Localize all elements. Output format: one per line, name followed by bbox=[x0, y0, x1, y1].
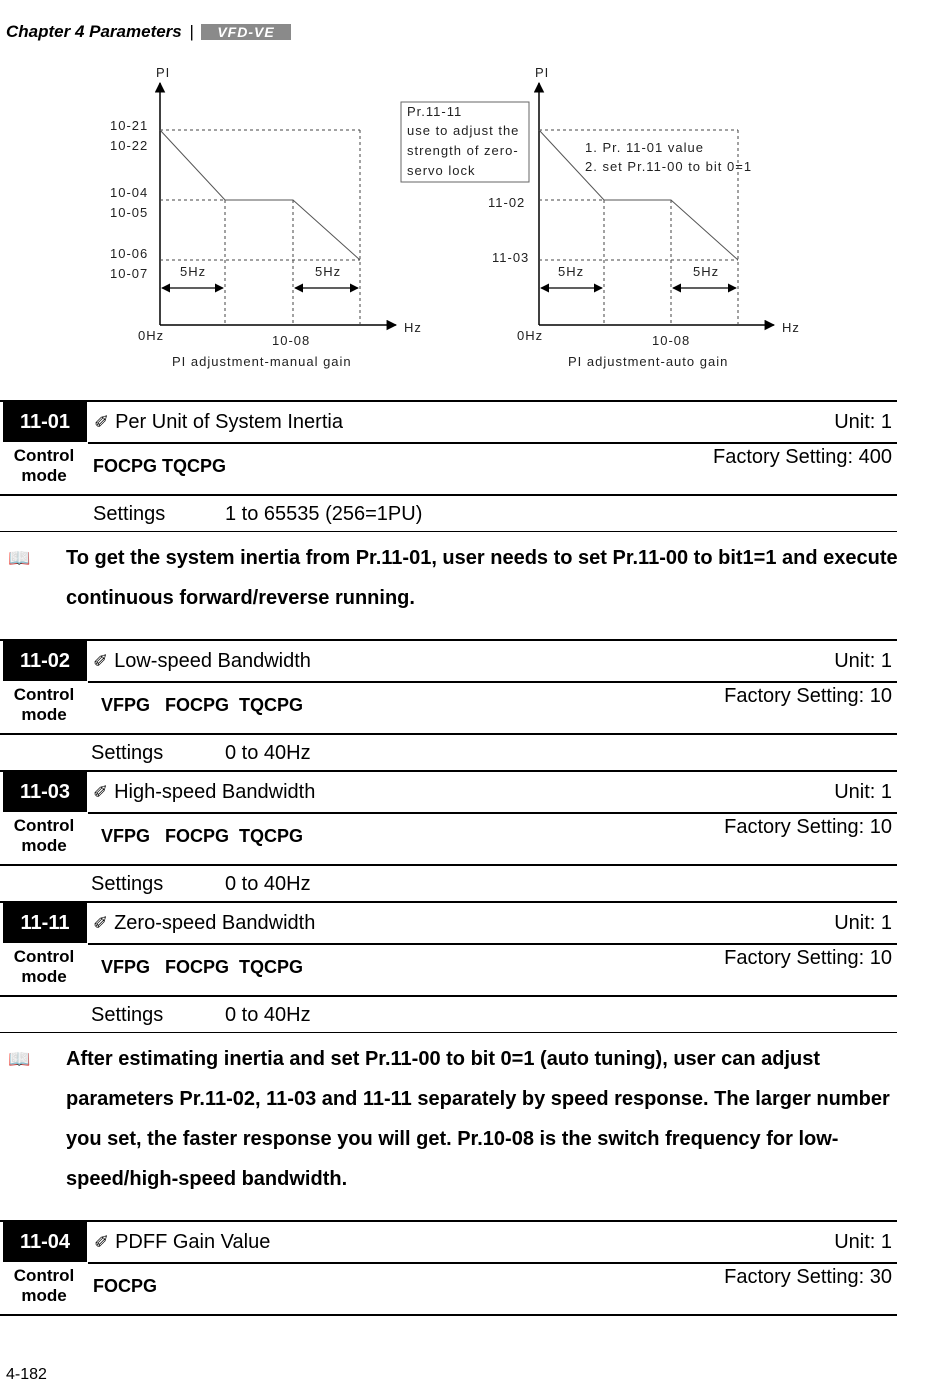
row-divider bbox=[0, 494, 897, 496]
param-name bbox=[93, 903, 315, 943]
settings-value: 0 to 40Hz bbox=[225, 742, 311, 764]
settings-label: Settings bbox=[91, 873, 164, 895]
param-table-11-03 bbox=[0, 770, 897, 902]
right-chart bbox=[401, 65, 800, 369]
param-unit: Unit: 1 bbox=[834, 1231, 892, 1253]
right-x-mark-label: 10-08 bbox=[652, 333, 691, 348]
param-number: 11-03 bbox=[3, 772, 87, 812]
right-y-label: PI bbox=[535, 65, 550, 80]
right-x-label: Hz bbox=[782, 320, 800, 335]
right-note: 1. Pr. 11-01 value bbox=[585, 140, 704, 155]
table-bottom-rule bbox=[0, 1314, 897, 1316]
left-tick-label: 10-22 bbox=[110, 138, 149, 153]
right-tick-label: 11-02 bbox=[488, 195, 526, 210]
chapter-title: Chapter 4 Parameters bbox=[6, 22, 182, 41]
param-number: 11-01 bbox=[3, 402, 87, 442]
row-divider bbox=[0, 733, 897, 735]
pen-icon: ✐ bbox=[93, 651, 109, 671]
left-interval-label: 5Hz bbox=[180, 264, 207, 279]
note-paragraph: To get the system inertia from Pr.11-01, user needs to set Pr.11-00 to bit1=1 and execute continuous forward/reverse running. bbox=[66, 547, 898, 609]
right-tick-label: 11-03 bbox=[492, 250, 530, 265]
right-note: 2. set Pr.11-00 to bit 0=1 bbox=[585, 159, 753, 174]
param-unit: Unit: 1 bbox=[834, 912, 892, 934]
row-divider bbox=[88, 1262, 897, 1264]
table-bottom-rule bbox=[0, 531, 897, 532]
box-line: Pr.11-11 bbox=[407, 104, 463, 119]
pi-adjustment-diagrams bbox=[0, 55, 950, 385]
control-modes: VFPG FOCPG TQCPG bbox=[101, 957, 304, 977]
param-number: 11-02 bbox=[3, 641, 87, 681]
left-gain-curve bbox=[160, 130, 360, 260]
left-y-label: PI bbox=[156, 65, 171, 80]
row-divider bbox=[88, 442, 897, 444]
left-caption: PI adjustment-manual gain bbox=[172, 354, 352, 369]
param-name bbox=[94, 402, 343, 442]
param-name bbox=[93, 641, 311, 681]
left-grid bbox=[160, 130, 360, 325]
row-divider bbox=[0, 995, 897, 997]
left-tick-label: 10-07 bbox=[110, 266, 149, 281]
control-mode-label: Control mode bbox=[13, 816, 75, 855]
book-icon: 📖 bbox=[8, 1049, 31, 1069]
param-name-text: Low-speed Bandwidth bbox=[114, 650, 311, 672]
row-divider bbox=[88, 681, 897, 683]
param-name bbox=[94, 1222, 270, 1262]
row-divider bbox=[88, 943, 897, 945]
table-bottom-rule bbox=[0, 1032, 897, 1033]
row-divider bbox=[88, 812, 897, 814]
control-mode-label: Control mode bbox=[13, 446, 75, 485]
note-paragraph: After estimating inertia and set Pr.11-00 to bit 0=1 (auto tuning), user can adjust parameters Pr.11-02, 11-03 and 11-11 separately by speed response. The larger number you set, the faster response you will get. Pr.10-08 is the switch frequency for low-speed/high-speed bandwidth. bbox=[66, 1048, 890, 1190]
pen-icon: ✐ bbox=[94, 412, 110, 432]
param-name-text: Zero-speed Bandwidth bbox=[114, 912, 316, 934]
left-tick-label: 10-04 bbox=[110, 185, 149, 200]
book-icon: 📖 bbox=[8, 548, 31, 568]
param-table-11-02 bbox=[0, 639, 897, 771]
param-unit: Unit: 1 bbox=[834, 781, 892, 803]
left-interval-label: 5Hz bbox=[315, 264, 342, 279]
left-chart bbox=[110, 65, 422, 369]
control-mode-label: Control mode bbox=[13, 685, 75, 724]
left-tick-label: 10-05 bbox=[110, 205, 149, 220]
settings-label: Settings bbox=[91, 1004, 164, 1026]
settings-value: 0 to 40Hz bbox=[225, 873, 311, 895]
box-line: strength of zero- bbox=[407, 143, 519, 158]
param-name-text: Per Unit of System Inertia bbox=[115, 411, 343, 433]
right-interval-label: 5Hz bbox=[558, 264, 585, 279]
param-number: 11-11 bbox=[3, 903, 87, 943]
settings-value: 0 to 40Hz bbox=[225, 1004, 311, 1026]
pen-icon: ✐ bbox=[94, 1232, 110, 1252]
param-number: 11-04 bbox=[3, 1222, 87, 1262]
factory-setting: Factory Setting: 10 bbox=[724, 685, 892, 707]
param-name bbox=[93, 772, 315, 812]
param-name-text: PDFF Gain Value bbox=[115, 1231, 271, 1253]
pen-icon: ✐ bbox=[93, 782, 109, 802]
param-table-11-04 bbox=[0, 1220, 897, 1320]
control-mode-label: Control mode bbox=[13, 947, 75, 986]
left-tick-label: 10-21 bbox=[110, 118, 149, 133]
param-unit: Unit: 1 bbox=[834, 411, 892, 433]
param-table-11-11 bbox=[0, 901, 897, 1033]
right-caption: PI adjustment-auto gain bbox=[568, 354, 729, 369]
control-modes: VFPG FOCPG TQCPG bbox=[101, 826, 304, 846]
param-name-text: High-speed Bandwidth bbox=[114, 781, 316, 803]
control-mode-label: Control mode bbox=[13, 1266, 75, 1305]
product-logo: VFD-VE bbox=[201, 24, 291, 40]
pen-icon: ✐ bbox=[93, 913, 109, 933]
param-table-11-01 bbox=[0, 400, 897, 532]
control-modes: FOCPG bbox=[93, 1276, 158, 1296]
control-modes: FOCPG TQCPG bbox=[93, 456, 227, 476]
param-unit: Unit: 1 bbox=[834, 650, 892, 672]
left-origin-label: 0Hz bbox=[138, 328, 165, 343]
factory-setting: Factory Setting: 400 bbox=[713, 446, 892, 468]
settings-label: Settings bbox=[91, 742, 164, 764]
factory-setting: Factory Setting: 10 bbox=[724, 947, 892, 969]
page-header bbox=[6, 22, 194, 42]
left-x-mark-label: 10-08 bbox=[272, 333, 311, 348]
right-origin-label: 0Hz bbox=[517, 328, 544, 343]
factory-setting: Factory Setting: 10 bbox=[724, 816, 892, 838]
right-interval-label: 5Hz bbox=[693, 264, 720, 279]
settings-value: 1 to 65535 (256=1PU) bbox=[225, 503, 423, 525]
left-x-label: Hz bbox=[404, 320, 422, 335]
box-line: use to adjust the bbox=[407, 123, 520, 138]
control-modes: VFPG FOCPG TQCPG bbox=[101, 695, 304, 715]
left-tick-label: 10-06 bbox=[110, 246, 149, 261]
settings-label: Settings bbox=[93, 503, 166, 525]
row-divider bbox=[0, 864, 897, 866]
header-separator: | bbox=[189, 22, 194, 41]
box-line: servo lock bbox=[407, 163, 476, 178]
page-number: 4-182 bbox=[6, 1366, 47, 1383]
factory-setting: Factory Setting: 30 bbox=[724, 1266, 892, 1288]
